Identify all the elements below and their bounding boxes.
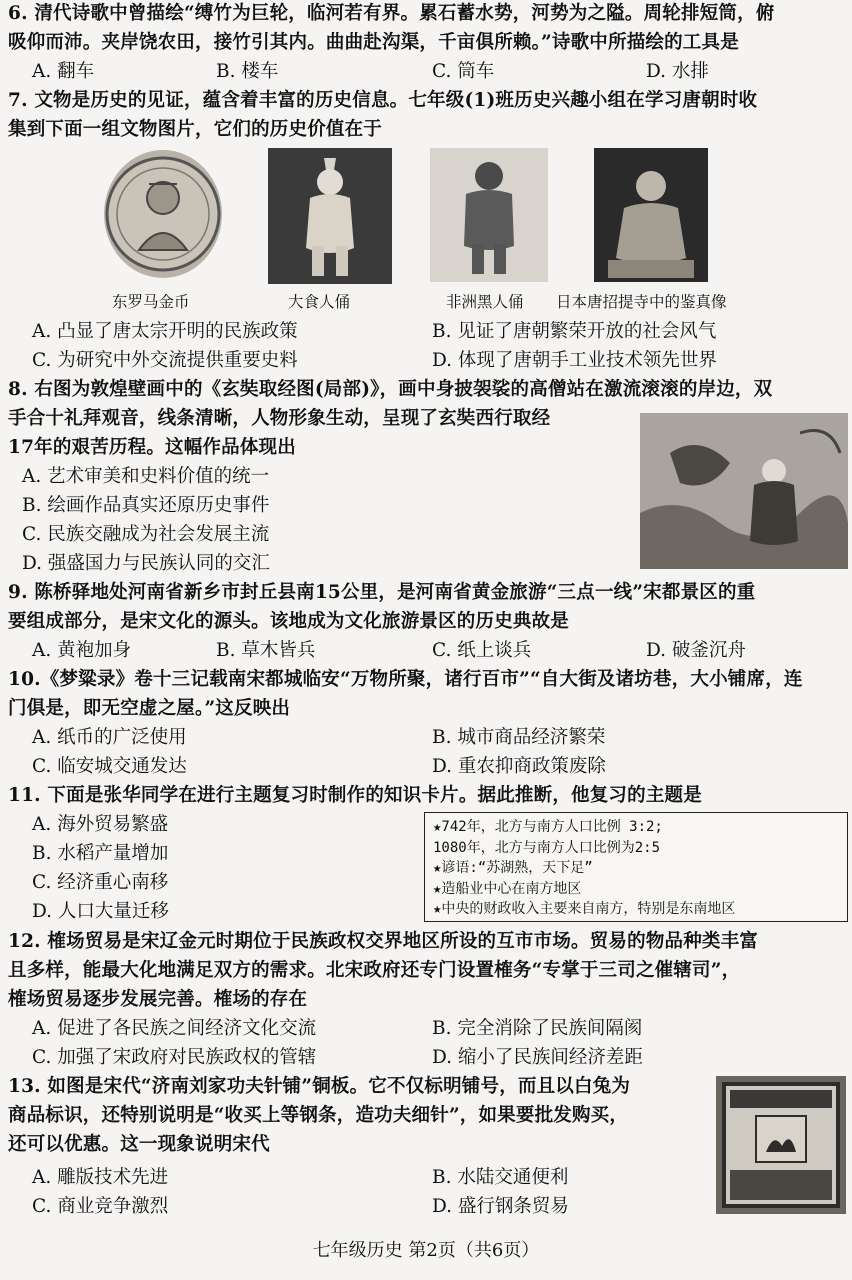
q7-option-a: A. 凸显了唐太宗开明的民族政策 (32, 321, 298, 342)
q11-option-c: C. 经济重心南移 (32, 872, 169, 893)
q10-stem-line-2: 门俱是，即无空虚之屋。”这反映出 (8, 698, 291, 719)
q8-stem-line-1: 8. 右图为敦煌壁画中的《玄奘取经图(局部)》，画中身披袈裟的高僧站在激流滚滚的岸边，双 (8, 379, 773, 400)
q12-option-d: D. 缩小了民族间经济差距 (432, 1047, 643, 1068)
card-line: 1080年，北方与南方人口比例为2:5 (433, 839, 661, 856)
q7-stem-line-1: 7. 文物是历史的见证，蕴含着丰富的历史信息。七年级(1)班历史兴趣小组在学习唐朝时收 (8, 90, 758, 111)
q12-option-a: A. 促进了各民族之间经济文化交流 (32, 1018, 317, 1039)
q7-option-d: D. 体现了唐朝手工业技术领先世界 (432, 350, 717, 371)
q8-stem-line-3: 17年的艰苦历程。这幅作品体现出 (8, 437, 296, 458)
gold-coin-image (104, 150, 222, 278)
q13-option-b: B. 水陆交通便利 (432, 1167, 569, 1188)
q7-option-c: C. 为研究中外交流提供重要史料 (32, 350, 298, 371)
q6-option-a: A. 翻车 (32, 61, 95, 82)
q13-stem-line-2: 商品标识，还特别说明是“收买上等钢条，造功夫细针”，如果要批发购买， (8, 1105, 629, 1126)
q12-stem-line-2: 且多样，能最大化地满足双方的需求。北宋政府还专门设置榷务“专掌于三司之催辖司”， (8, 960, 741, 981)
card-line: ★谚语:“苏湖熟，天下足” (433, 860, 593, 876)
q6-option-d: D. 水排 (646, 61, 709, 82)
q9-stem-line-2: 要组成部分，是宋文化的源头。该地成为文化旅游景区的历史典故是 (8, 611, 570, 632)
printing-plate-icon (716, 1076, 846, 1214)
q9-stem-line-1: 9. 陈桥驿地处河南省新乡市封丘县南15公里，是河南省黄金旅游“三点一线”宋都景区的重 (8, 582, 756, 603)
jianzhen-statue-image (594, 148, 708, 282)
q12-stem-line-3: 榷场贸易逐步发展完善。榷场的存在 (8, 989, 308, 1010)
card-line: ★742年，北方与南方人口比例 3:2; (433, 819, 663, 835)
q13-option-c: C. 商业竞争激烈 (32, 1196, 169, 1217)
page-footer: 七年级历史 第2页（共6页） (312, 1240, 540, 1261)
caption-dashi: 大食人俑 (288, 293, 351, 311)
q9-option-b: B. 草木皆兵 (216, 640, 316, 661)
card-line: ★造船业中心在南方地区 (433, 880, 582, 897)
xuanzang-mural-image (640, 413, 848, 569)
q6-stem-line-1: 6. 清代诗歌中曾描绘“缚竹为巨轮，临河若有界。累石蓄水势，河势为之隘。周轮排短筒，俯 (8, 3, 775, 24)
q6-stem-line-2: 吸仰而沛。夹岸饶农田，接竹引其内。曲曲赴沟渠，千亩俱所赖。”诗歌中所描绘的工具是 (8, 32, 739, 53)
q6-option-c: C. 筒车 (432, 61, 495, 82)
copper-printing-plate-image (716, 1076, 846, 1214)
q13-option-d: D. 盛行钢条贸易 (432, 1196, 569, 1217)
q8-option-b: B. 绘画作品真实还原历史事件 (22, 495, 270, 516)
q13-stem-line-1: 13. 如图是宋代“济南刘家功夫针铺”铜板。它不仅标明铺号，而且以白兔为 (8, 1076, 631, 1097)
q7-option-b: B. 见证了唐朝繁荣开放的社会风气 (432, 321, 717, 342)
q8-option-a: A. 艺术审美和史料价值的统一 (22, 466, 270, 487)
coin-figure-icon (104, 150, 222, 278)
caption-coin: 东罗马金币 (112, 293, 190, 311)
q9-option-c: C. 纸上谈兵 (432, 640, 532, 661)
figurine-icon (268, 148, 392, 284)
q10-option-d: D. 重农抑商政策废除 (432, 756, 606, 777)
card-line: ★中央的财政收入主要来自南方，特别是东南地区 (433, 901, 736, 917)
q9-option-d: D. 破釜沉舟 (646, 640, 746, 661)
q12-option-c: C. 加强了宋政府对民族政权的管辖 (32, 1047, 317, 1068)
knowledge-card (424, 812, 848, 922)
q10-stem-line-1: 10.《梦粱录》卷十三记载南宋都城临安“万物所聚，诸行百市”“自大街及诸坊巷，大小铺席，连 (8, 669, 803, 690)
african-figurine-image (430, 148, 548, 282)
q13-option-a: A. 雕版技术先进 (32, 1167, 169, 1188)
q8-option-c: C. 民族交融成为社会发展主流 (22, 524, 270, 545)
q10-option-c: C. 临安城交通发达 (32, 756, 187, 777)
q9-option-a: A. 黄袍加身 (32, 640, 132, 661)
q8-option-d: D. 强盛国力与民族认同的交汇 (22, 553, 270, 574)
seated-monk-icon (594, 148, 708, 282)
q11-option-a: A. 海外贸易繁盛 (32, 814, 169, 835)
q10-option-a: A. 纸币的广泛使用 (32, 727, 187, 748)
q7-stem-line-2: 集到下面一组文物图片，它们的历史价值在于 (8, 119, 383, 140)
caption-jianzhen: 日本唐招提寺中的鉴真像 (556, 293, 727, 311)
q10-option-b: B. 城市商品经济繁荣 (432, 727, 606, 748)
q11-stem-line-1: 11. 下面是张华同学在进行主题复习时制作的知识卡片。据此推断，他复习的主题是 (8, 785, 702, 806)
q6-option-b: B. 楼车 (216, 61, 279, 82)
q13-stem-line-3: 还可以优惠。这一现象说明宋代 (8, 1134, 270, 1155)
q8-stem-line-2: 手合十礼拜观音，线条清晰，人物形象生动，呈现了玄奘西行取经 (8, 408, 551, 429)
figurine-icon (430, 148, 548, 282)
q12-stem-line-1: 12. 榷场贸易是宋辽金元时期位于民族政权交界地区所设的互市市场。贸易的物品种类丰富 (8, 931, 759, 952)
caption-african: 非洲黑人俑 (446, 293, 524, 311)
q12-option-b: B. 完全消除了民族间隔阂 (432, 1018, 643, 1039)
dashi-figurine-image (268, 148, 392, 284)
q11-option-b: B. 水稻产量增加 (32, 843, 169, 864)
q11-option-d: D. 人口大量迁移 (32, 901, 169, 922)
mural-icon (640, 413, 848, 569)
